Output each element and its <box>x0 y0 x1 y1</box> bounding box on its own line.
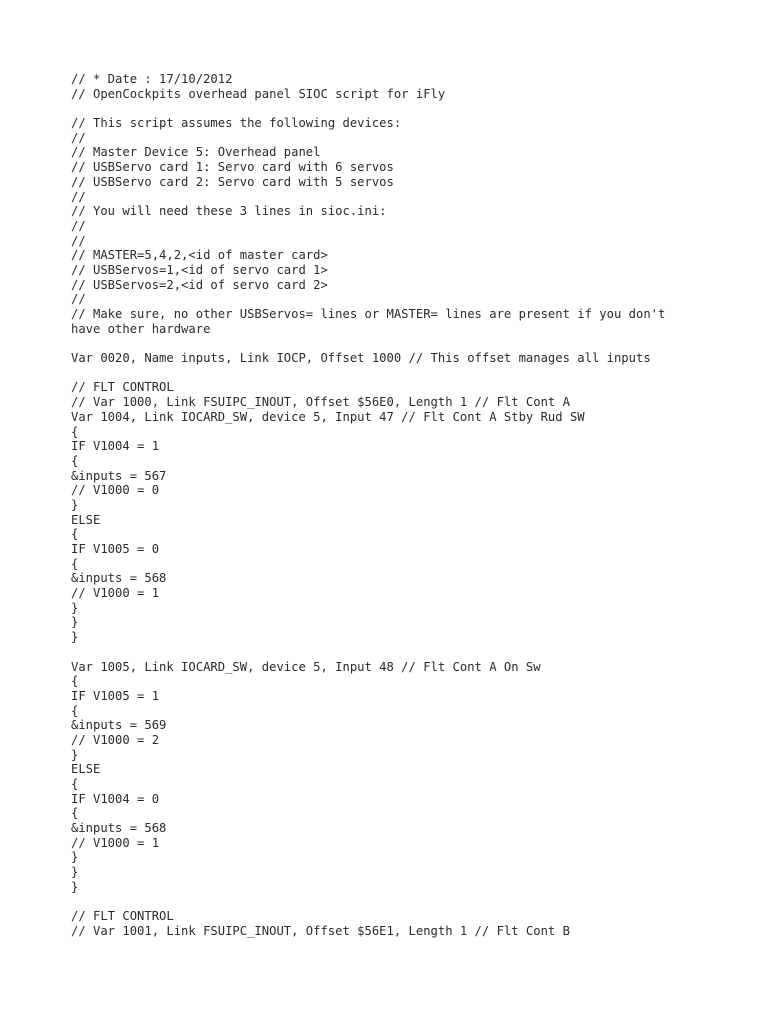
code-line: { <box>71 674 79 689</box>
code-line: ELSE <box>71 512 101 527</box>
code-line: IF V1005 = 1 <box>71 688 160 703</box>
code-line: IF V1005 = 0 <box>71 542 160 556</box>
code-line: } <box>71 600 79 615</box>
code-line: { <box>71 527 79 542</box>
code-line: // OpenCockpits overhead panel SIOC script for iFly <box>71 86 446 101</box>
code-line: // MASTER=5,4,2,<id of master card> <box>71 248 328 263</box>
code-line: // V1000 = 1 <box>71 835 160 850</box>
code-line: &inputs = 567 <box>71 468 167 483</box>
code-line: // FLT CONTROL <box>71 380 174 395</box>
code-line: } <box>71 865 79 880</box>
code-line <box>71 101 751 116</box>
code-line: } <box>71 879 79 894</box>
code-line: { <box>71 453 79 468</box>
code-line: { <box>71 806 79 821</box>
code-line: { <box>71 703 79 718</box>
code-line: } <box>71 497 79 512</box>
code-line: // <box>71 292 86 307</box>
code-line: // <box>71 130 86 145</box>
code-line <box>71 895 751 910</box>
code-line: { <box>71 424 79 439</box>
code-line: IF V1004 = 1 <box>71 439 160 454</box>
code-line: Var 1004, Link IOCARD_SW, device 5, Input 47 // Flt Cont A Stby Rud SW <box>71 409 585 424</box>
code-line <box>71 645 751 660</box>
code-line: { <box>71 556 79 571</box>
code-line: // * Date : 17/10/2012 <box>71 72 233 86</box>
code-line: &inputs = 569 <box>71 718 167 733</box>
code-line: // USBServo card 2: Servo card with 5 servos <box>71 174 394 189</box>
code-line <box>71 366 751 381</box>
code-line: // Master Device 5: Overhead panel <box>71 145 321 160</box>
code-line: // USBServos=2,<id of servo card 2> <box>71 277 328 292</box>
code-line: // V1000 = 1 <box>71 586 160 601</box>
code-line: // Make sure, no other USBServos= lines or MASTER= lines are present if you don't <box>71 307 666 321</box>
code-line: // This script assumes the following devices: <box>71 116 402 131</box>
code-line: // USBServos=1,<id of servo card 1> <box>71 262 328 277</box>
code-line: &inputs = 568 <box>71 571 167 586</box>
code-line: } <box>71 630 79 645</box>
code-line: have other hardware <box>71 321 211 336</box>
code-line: // FLT CONTROL <box>71 909 174 924</box>
code-line: // V1000 = 2 <box>71 732 160 747</box>
code-line: // <box>71 189 86 204</box>
code-line: } <box>71 615 79 630</box>
code-line: ELSE <box>71 762 101 777</box>
code-line: Var 1005, Link IOCARD_SW, device 5, Input 48 // Flt Cont A On Sw <box>71 659 541 674</box>
code-line: // <box>71 233 86 248</box>
code-line <box>71 336 751 351</box>
code-line: { <box>71 777 79 791</box>
code-line: // You will need these 3 lines in sioc.ini: <box>71 204 387 219</box>
code-line: Var 0020, Name inputs, Link IOCP, Offset 1000 // This offset manages all inputs <box>71 351 651 366</box>
code-line: } <box>71 850 79 865</box>
code-line: } <box>71 747 79 762</box>
code-line: // Var 1000, Link FSUIPC_INOUT, Offset $56E0, Length 1 // Flt Cont A <box>71 395 570 410</box>
code-line: // USBServo card 1: Servo card with 6 servos <box>71 160 394 175</box>
script-text <box>71 72 751 939</box>
code-line: // V1000 = 0 <box>71 483 160 498</box>
code-line: // <box>71 218 86 233</box>
code-line: // Var 1001, Link FSUIPC_INOUT, Offset $56E1, Length 1 // Flt Cont B <box>71 923 570 938</box>
code-line: &inputs = 568 <box>71 821 167 836</box>
code-line: IF V1004 = 0 <box>71 791 160 806</box>
